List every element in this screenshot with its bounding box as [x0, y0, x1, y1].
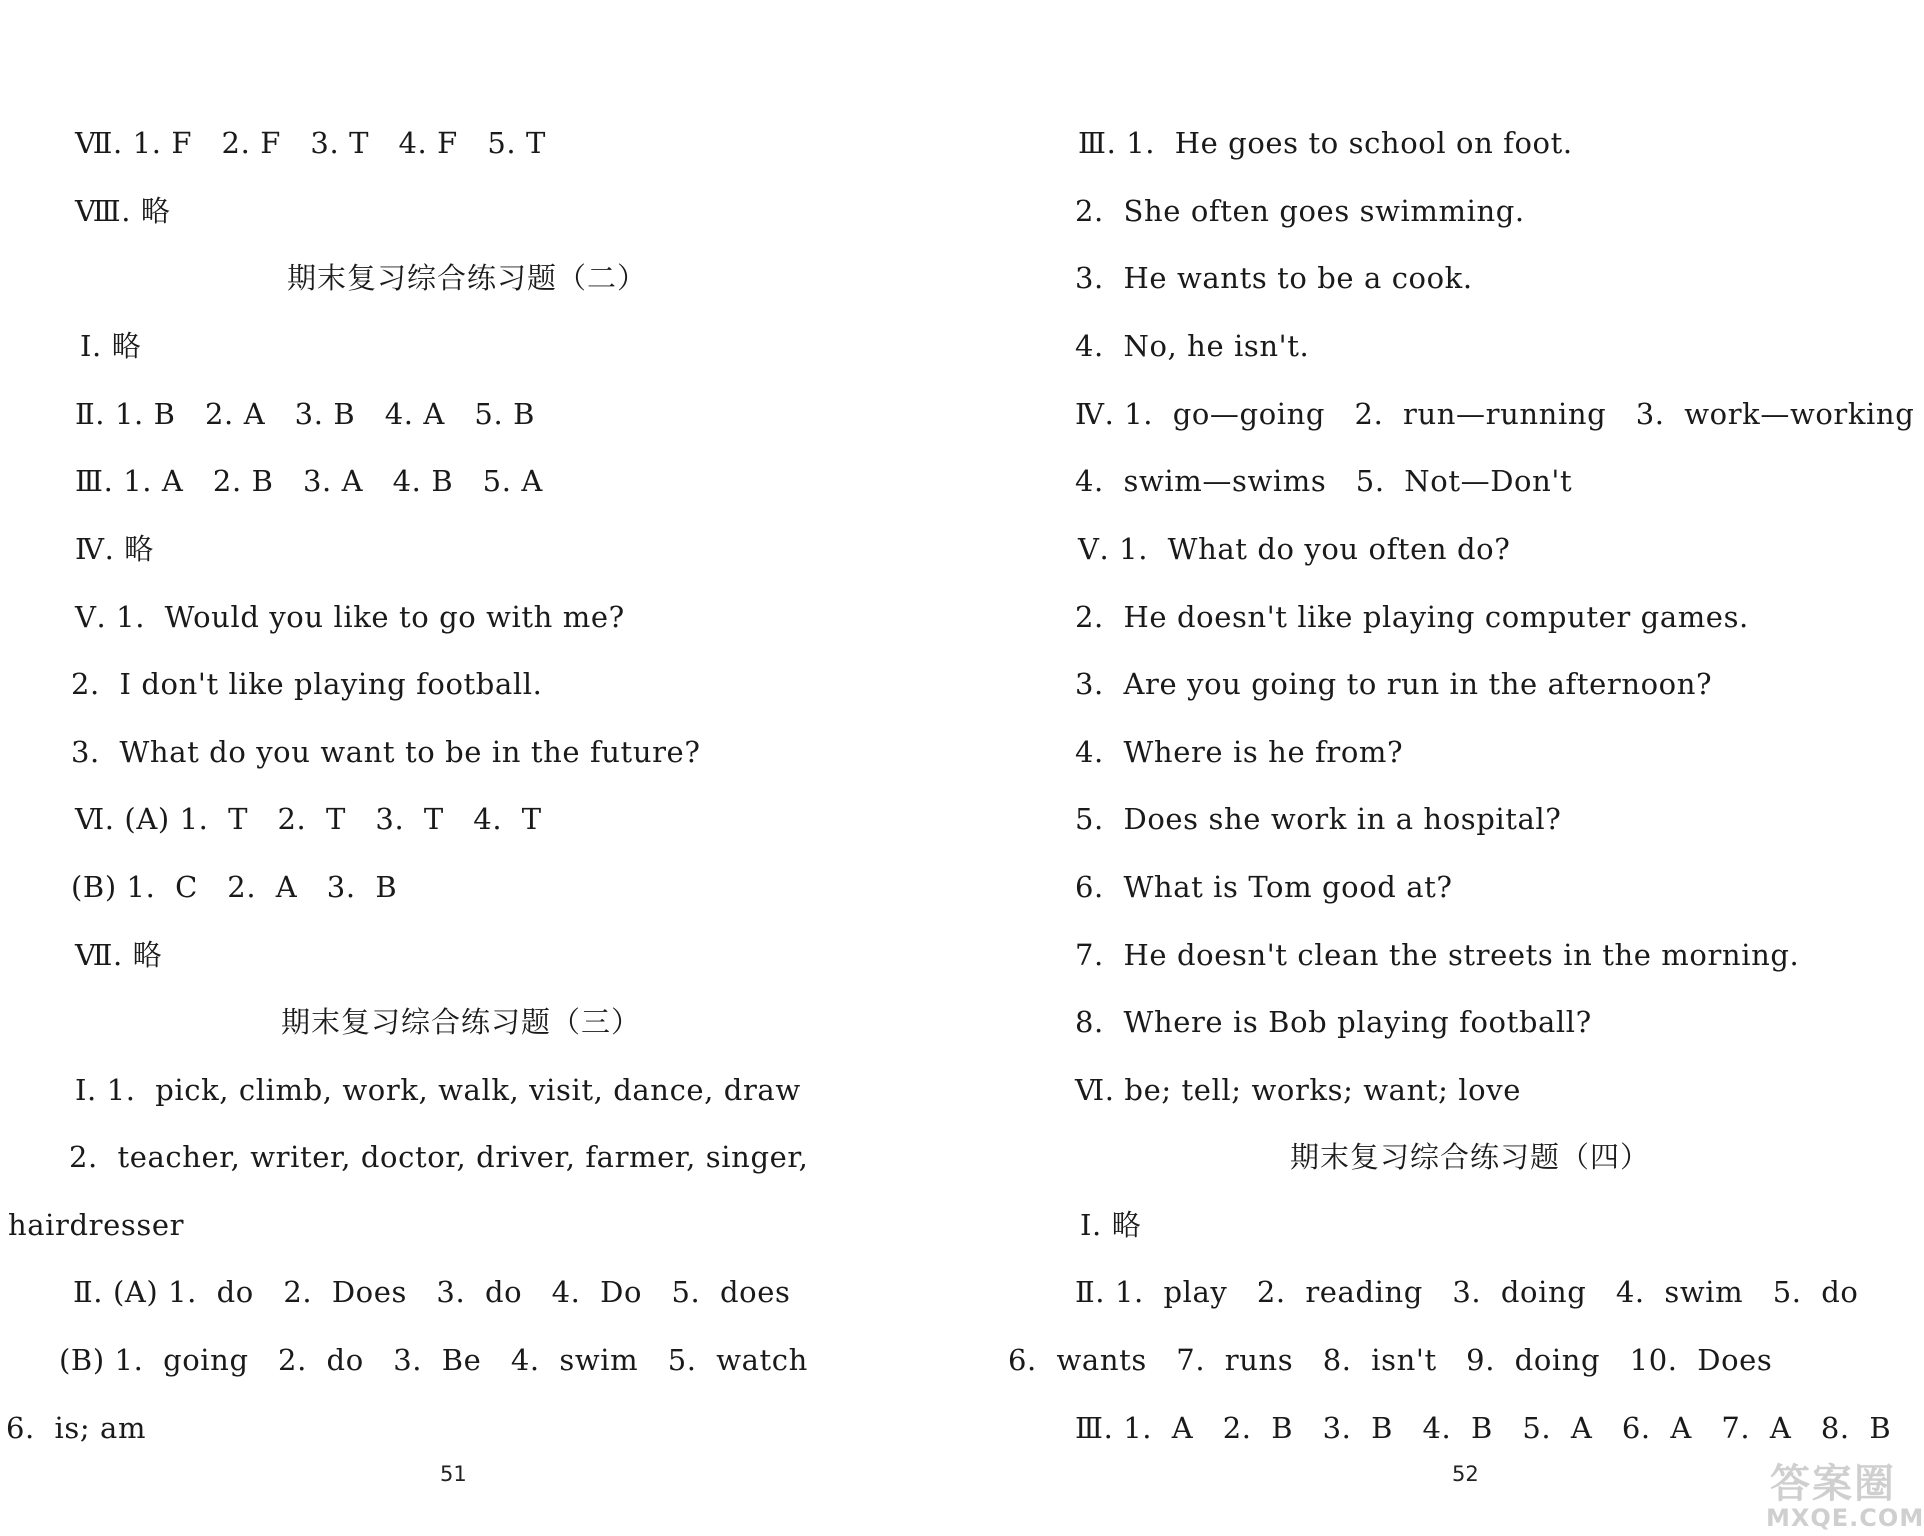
answer-line: (B) 1. C 2. A 3. B: [71, 870, 398, 904]
answer-line: 2. I don't like playing football.: [71, 667, 543, 701]
answer-line: Ⅱ. (A) 1. do 2. Does 3. do 4. Do 5. does: [73, 1275, 791, 1309]
watermark-top: 答案圈: [1770, 1461, 1896, 1507]
answer-line: Ⅲ. 1. A 2. B 3. A 4. B 5. A: [75, 464, 543, 498]
answer-line: Ⅰ. 略: [80, 329, 142, 363]
answer-line: Ⅵ. be; tell; works; want; love: [1075, 1073, 1521, 1107]
right-page: [962, 0, 1924, 1536]
page-number: 52: [1452, 1462, 1479, 1486]
answer-line: Ⅵ. (A) 1. T 2. T 3. T 4. T: [75, 802, 542, 836]
answer-line: Ⅶ. 略: [75, 938, 163, 972]
answer-line: 4. swim—swims 5. Not—Don't: [1075, 464, 1573, 498]
watermark-bottom: MXQE.COM: [1766, 1504, 1924, 1532]
answer-line: Ⅴ. 1. What do you often do?: [1078, 532, 1511, 566]
section-heading: 期末复习综合练习题（三）: [281, 1005, 642, 1039]
answer-line: Ⅶ. 1. F 2. F 3. T 4. F 5. T: [75, 126, 546, 160]
answer-line: 3. Are you going to run in the afternoon?: [1075, 667, 1713, 701]
answer-line: hairdresser: [8, 1208, 185, 1242]
answer-line: 5. Does she work in a hospital?: [1075, 802, 1562, 836]
answer-line: 2. teacher, writer, doctor, driver, farmer, singer,: [69, 1140, 809, 1174]
answer-line: Ⅳ. 略: [75, 532, 154, 566]
answer-line: 4. No, he isn't.: [1075, 329, 1310, 363]
answer-line: (B) 1. going 2. do 3. Be 4. swim 5. watch: [59, 1343, 808, 1377]
answer-line: 2. She often goes swimming.: [1075, 194, 1525, 228]
answer-line: Ⅳ. 1. go—going 2. run—running 3. work—working: [1075, 397, 1915, 431]
answer-line: 3. What do you want to be in the future?: [71, 735, 701, 769]
answer-line: Ⅲ. 1. A 2. B 3. B 4. B 5. A 6. A 7. A 8. B: [1075, 1411, 1892, 1445]
section-heading: 期末复习综合练习题（二）: [287, 261, 648, 295]
page-number: 51: [440, 1462, 467, 1486]
answer-line: Ⅰ. 略: [1080, 1208, 1142, 1242]
answer-line: 6. is; am: [6, 1411, 147, 1445]
answer-line: 3. He wants to be a cook.: [1075, 261, 1473, 295]
answer-line: 2. He doesn't like playing computer games.: [1075, 600, 1749, 634]
answer-line: Ⅱ. 1. B 2. A 3. B 4. A 5. B: [75, 397, 536, 431]
answer-line: 8. Where is Bob playing football?: [1075, 1005, 1592, 1039]
answer-line: 6. What is Tom good at?: [1075, 870, 1453, 904]
answer-line: Ⅴ. 1. Would you like to go with me?: [75, 600, 625, 634]
answer-line: 7. He doesn't clean the streets in the morning.: [1075, 938, 1800, 972]
answer-line: Ⅱ. 1. play 2. reading 3. doing 4. swim 5. do: [1075, 1275, 1859, 1309]
answer-line: Ⅰ. 1. pick, climb, work, walk, visit, dance, draw: [75, 1073, 801, 1107]
answer-line: 6. wants 7. runs 8. isn't 9. doing 10. Does: [1008, 1343, 1773, 1377]
watermark-logo: [1766, 1452, 1924, 1532]
answer-line: Ⅲ. 1. He goes to school on foot.: [1078, 126, 1573, 160]
answer-line: Ⅷ. 略: [75, 194, 171, 228]
section-heading: 期末复习综合练习题（四）: [1290, 1140, 1651, 1174]
answer-line: 4. Where is he from?: [1075, 735, 1404, 769]
